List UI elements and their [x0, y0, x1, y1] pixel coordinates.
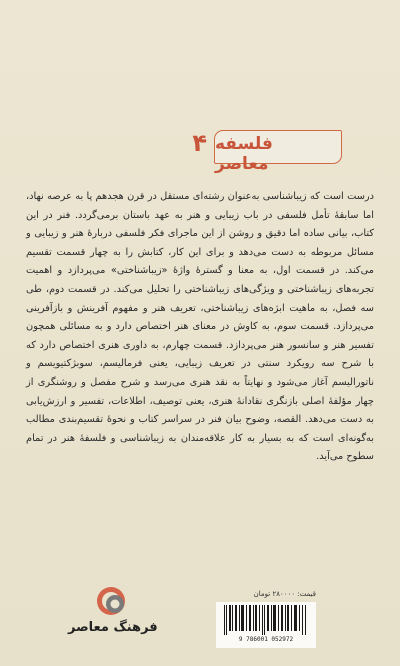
series-title: فلسفه معاصر [215, 134, 273, 174]
isbn-number: 9 786001 052972 [238, 636, 294, 643]
series-banner [214, 130, 342, 174]
series-number: ۴ [192, 129, 207, 157]
barcode-icon [222, 605, 310, 635]
book-description: درست است که زیباشناسی به‌عنوان رشته‌ای مستقل در قرن هجدهم پا به عرصه نهاد، اما سابقهٔ تأمل فلسفی در باب زیبایی و هنر به عهد باستان برمی‌گردد. فنر در این کتاب، بیانی ساده اما دقیق و روشن از این ماجرای فکر فلسفی دربارهٔ هنر و زیبایی و مسائل مربوطه به دست می‌دهد و برای این کار، کتابش را به چهار قسمت تقسیم می‌کند. در قسمت اول، به معنا و گسترهٔ واژهٔ «زیباشناختی» می‌پردازد و اهمیت تجربه‌های زیباشناختی و ویژگی‌های زیباشناختی را تحلیل می‌کند. در قسمت دوم، طی سه فصل، به ماهیت ابژه‌های زیباشناختی، تعریف هنر و مفهوم آفرینش و بازآفرینی می‌پردازد. قسمت سوم، به کاوش در معنای هنر اختصاص دارد و به مسائلی همچون تفسیر هنر و سانسور هنر می‌پردازد. قسمت چهارم، به داوری هنری اختصاص دارد که با شرح سه رویکرد سنتی در تعریف زیبایی، یعنی فرمالیسم، سوبژکتیویسم و ناتورالیسم آغاز می‌شود و نهایتاً به نقد هنری می‌رسد و شرح مفصل و روشنگری از چهار مؤلفهٔ اصلی بازنگری نقادانهٔ هنری، یعنی توصیف، اطلاعات، تفسیر و ارزش‌یابی به دست می‌دهد. القصه، وضوح بیان فنر در سراسر کتاب و نحوهٔ تقسیم‌بندی مطالب به‌گونه‌ای است که به بسیار به کار علاقه‌مندان به زیباشناسی و فلسفهٔ هنر در تمام سطوح می‌آید. [26, 191, 374, 463]
publisher-name: فرهنگ معاصر [68, 620, 158, 635]
price-label: قیمت: ۲۸۰۰۰۰ تومان [253, 590, 316, 598]
barcode [216, 602, 316, 648]
publisher-logo-icon [96, 586, 126, 616]
